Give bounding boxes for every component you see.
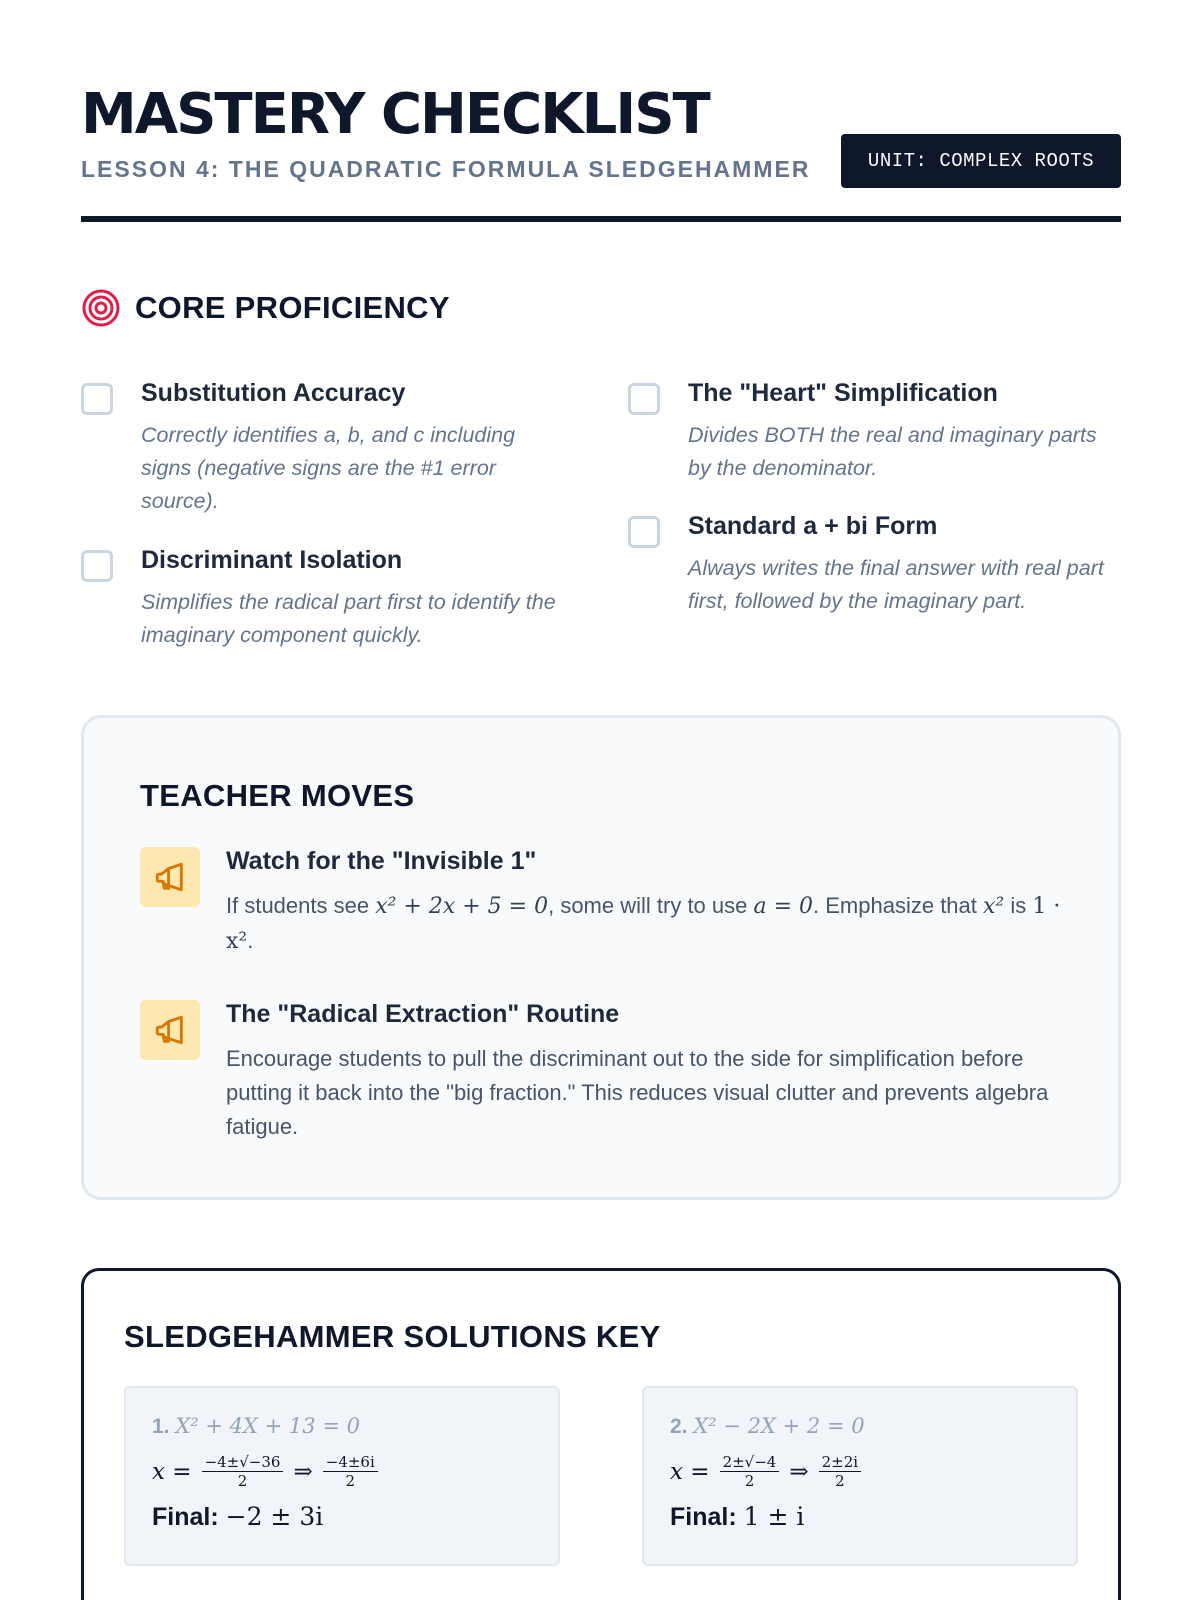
checkbox[interactable] xyxy=(628,383,660,415)
checklist-item-title: Standard a + bi Form xyxy=(688,512,938,540)
megaphone-icon xyxy=(140,1000,200,1060)
final-value: 1 ± i xyxy=(743,1502,805,1531)
teacher-moves-title: TEACHER MOVES xyxy=(140,778,415,813)
fraction-numerator: −4±6i xyxy=(323,1454,378,1472)
checkbox[interactable] xyxy=(81,550,113,582)
page-title: MASTERY CHECKLIST xyxy=(81,82,709,147)
solution-lhs: x = xyxy=(670,1458,710,1485)
solution-card xyxy=(124,1386,560,1566)
solution-work xyxy=(670,1454,861,1489)
fraction xyxy=(720,1454,780,1489)
fraction-numerator: −4±√−36 xyxy=(202,1454,284,1472)
solution-problem xyxy=(670,1414,865,1439)
math-expression: 1 · x² xyxy=(226,894,1061,954)
solution-card xyxy=(642,1386,1078,1566)
teacher-move-description: Encourage students to pull the discriminant out to the side for simplification before putting it back into the "big fraction." This reduces visual clutter and prevents algebra fatigue. xyxy=(226,1046,1049,1139)
solutions-key-title: SLEDGEHAMMER SOLUTIONS KEY xyxy=(124,1319,661,1354)
core-proficiency-heading xyxy=(81,288,450,328)
megaphone-icon xyxy=(140,847,200,907)
problem-number: 1. xyxy=(152,1415,170,1438)
checklist-item-title: The "Heart" Simplification xyxy=(688,379,998,407)
math-expression: x² xyxy=(983,894,1005,919)
core-proficiency-title: CORE PROFICIENCY xyxy=(135,290,450,325)
final-label: Final: xyxy=(152,1503,219,1531)
checkbox[interactable] xyxy=(81,383,113,415)
math-expression: a = 0 xyxy=(753,894,814,919)
fraction xyxy=(819,1454,861,1489)
move-text: , some will try to use xyxy=(548,893,754,918)
teacher-move-title: Watch for the "Invisible 1" xyxy=(226,847,537,875)
solution-final xyxy=(152,1502,323,1532)
final-label: Final: xyxy=(670,1503,737,1531)
implies-arrow: ⇒ xyxy=(293,1458,313,1485)
checkbox[interactable] xyxy=(628,516,660,548)
move-text: If students see xyxy=(226,893,376,918)
fraction-numerator: 2±√−4 xyxy=(720,1454,780,1472)
page-subtitle: LESSON 4: THE QUADRATIC FORMULA SLEDGEHAMMER xyxy=(81,156,811,182)
checklist-item-description: Always writes the final answer with real part first, followed by the imaginary part. xyxy=(688,556,1104,613)
fraction xyxy=(202,1454,284,1489)
solution-final xyxy=(670,1502,804,1532)
problem-equation: X² + 4X + 13 = 0 xyxy=(175,1414,360,1438)
solution-work xyxy=(152,1454,378,1489)
unit-badge: UNIT: COMPLEX ROOTS xyxy=(841,134,1121,188)
teacher-moves-panel xyxy=(81,715,1121,1200)
teacher-move-description xyxy=(226,889,1066,959)
fraction xyxy=(323,1454,378,1489)
implies-arrow: ⇒ xyxy=(789,1458,809,1485)
fraction-denominator: 2 xyxy=(835,1472,845,1490)
move-text: . xyxy=(247,928,254,953)
solutions-key-panel xyxy=(81,1268,1121,1600)
math-expression: x² + 2x + 5 = 0 xyxy=(375,894,549,919)
problem-equation: X² − 2X + 2 = 0 xyxy=(693,1414,865,1438)
checklist-item-description: Simplifies the radical part first to identify the imaginary component quickly. xyxy=(141,590,556,647)
solution-lhs: x = xyxy=(152,1458,192,1485)
teacher-move xyxy=(140,1000,1070,1160)
teacher-move-title: The "Radical Extraction" Routine xyxy=(226,1000,620,1028)
problem-number: 2. xyxy=(670,1415,688,1438)
target-icon xyxy=(81,288,121,328)
checklist-item-description: Correctly identifies a, b, and c including signs (negative signs are the #1 error source). xyxy=(141,423,516,513)
move-text: is xyxy=(1004,893,1033,918)
checklist-item-description: Divides BOTH the real and imaginary parts by the denominator. xyxy=(688,423,1097,480)
fraction-denominator: 2 xyxy=(744,1472,755,1490)
solution-problem xyxy=(152,1414,360,1439)
fraction-numerator: 2±2i xyxy=(819,1454,861,1472)
checklist-item-title: Discriminant Isolation xyxy=(141,546,403,574)
final-value: −2 ± 3i xyxy=(225,1502,324,1531)
page-header xyxy=(81,0,1121,222)
checklist-item-title: Substitution Accuracy xyxy=(141,379,406,407)
move-text: . Emphasize that xyxy=(813,893,984,918)
fraction-denominator: 2 xyxy=(345,1472,356,1490)
fraction-denominator: 2 xyxy=(237,1472,248,1490)
teacher-move xyxy=(140,847,1070,967)
